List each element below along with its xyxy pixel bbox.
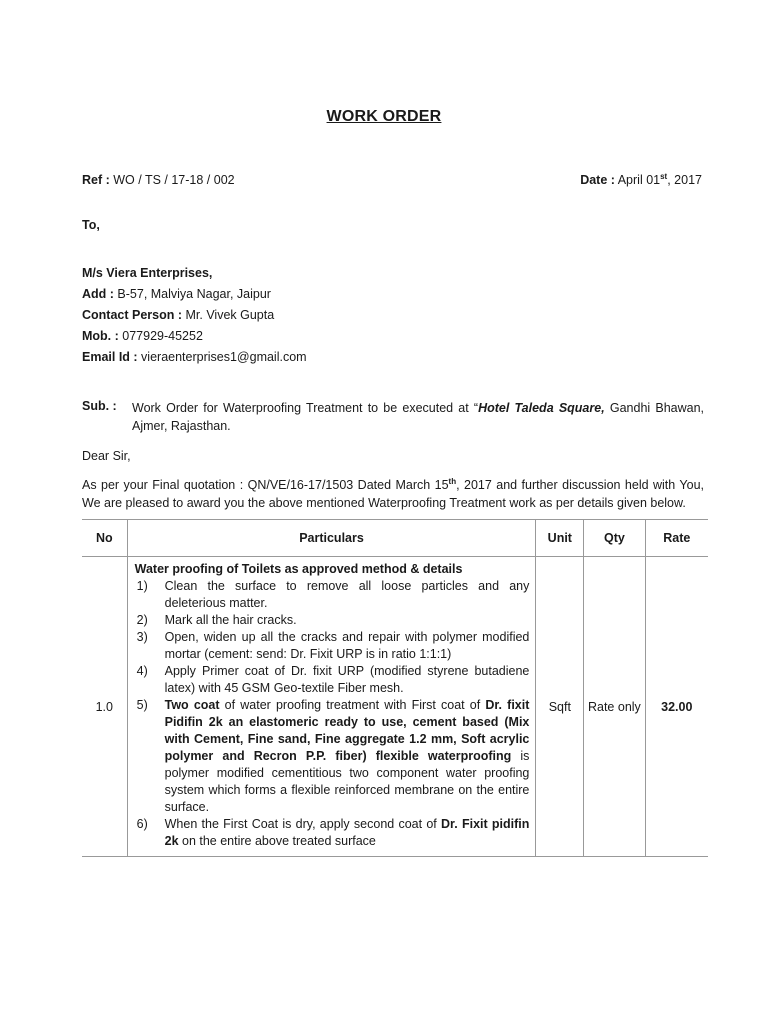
step-number: 2) xyxy=(136,613,148,627)
to-label: To, xyxy=(82,218,100,232)
document-title: WORK ORDER xyxy=(326,108,442,125)
address-line xyxy=(82,287,271,301)
date-label: Date : xyxy=(580,173,615,187)
address-value: B-57, Malviya Nagar, Jaipur xyxy=(113,287,271,301)
email-label: Email Id : xyxy=(82,350,138,364)
steps-list xyxy=(135,578,530,850)
mobile-line xyxy=(82,329,203,343)
step-bold: Dr. Fixit pidifin 2k xyxy=(164,817,530,848)
date-line xyxy=(580,173,702,187)
step-text: on the entire above treated surface xyxy=(178,834,376,848)
contact-value: Mr. Vivek Gupta xyxy=(182,308,275,322)
intro-text-a: As per your Final quotation : QN/VE/16-17/1503 Dated March 15 xyxy=(82,478,449,492)
step-number: 6) xyxy=(136,817,148,831)
contact-label: Contact Person : xyxy=(82,308,183,322)
mobile-label: Mob. : xyxy=(82,329,119,343)
subject-label: Sub. : xyxy=(82,399,117,413)
subject-text xyxy=(132,399,704,435)
work-order-table xyxy=(82,519,708,857)
step-text: Apply Primer coat of Dr. fixit URP (modified styrene butadiene latex) with 45 GSM Geo-textile Fiber mesh. xyxy=(164,664,530,695)
row-no: 1.0 xyxy=(82,557,127,857)
table-header-row xyxy=(82,520,708,557)
company-name: M/s Viera Enterprises, xyxy=(82,266,213,280)
step-number: 5) xyxy=(136,698,148,712)
contact-line xyxy=(82,308,274,322)
subject-text-b: Gandhi Bhawan, Ajmer, Rajasthan. xyxy=(132,401,705,433)
email-line xyxy=(82,350,307,364)
intro-text-b: , 2017 and further discussion held with You, We are pleased to award you the above mentioned Waterproofing Treatment work as per details given below. xyxy=(82,478,704,510)
salutation: Dear Sir, xyxy=(82,449,131,463)
row-qty: Rate only xyxy=(584,557,645,857)
header-unit: Unit xyxy=(536,520,584,557)
ref-value: WO / TS / 17-18 / 002 xyxy=(109,173,235,187)
step-bold: Two coat xyxy=(164,698,220,712)
step-text: Clean the surface to remove all loose particles and any deleterious matter. xyxy=(164,579,530,610)
subject-hotel: Hotel Taleda Square, xyxy=(478,401,605,415)
mobile-value: 077929-45252 xyxy=(118,329,203,343)
step-number: 3) xyxy=(136,630,148,644)
row-particulars xyxy=(127,557,536,857)
list-item xyxy=(135,629,530,663)
list-item xyxy=(135,612,530,629)
reference-line xyxy=(82,173,235,187)
date-suffix: st xyxy=(660,171,668,181)
address-label: Add : xyxy=(82,287,114,301)
step-text: of water proofing treatment with First coat of xyxy=(219,698,486,712)
intro-paragraph xyxy=(82,476,704,512)
step-text: When the First Coat is dry, apply second coat of xyxy=(164,817,442,831)
particulars-heading: Water proofing of Toilets as approved method & details xyxy=(134,562,463,576)
step-text: is polymer modified cementitious two component water proofing system which forms a flexible reinforced membrane on the entire surface. xyxy=(164,749,530,814)
date-year: , 2017 xyxy=(667,173,702,187)
intro-suffix: th xyxy=(448,476,457,486)
date-value: April 01 xyxy=(614,173,661,187)
table-row xyxy=(82,557,708,857)
list-item xyxy=(135,578,530,612)
subject-text-a: Work Order for Waterproofing Treatment to be executed at “ xyxy=(132,401,479,415)
header-particulars: Particulars xyxy=(127,520,536,557)
header-no: No xyxy=(82,520,127,557)
header-qty: Qty xyxy=(584,520,645,557)
step-number: 1) xyxy=(136,579,148,593)
header-rate: Rate xyxy=(645,520,708,557)
step-number: 4) xyxy=(136,664,148,678)
step-bold: Dr. fixit Pidifin 2k an elastomeric ready to use, cement based (Mix with Cement, Fine sand, Fine aggregate 1.2 mm, Soft acrylic polymer and Recron P.P. fiber) flexible waterproofing xyxy=(164,698,530,763)
email-value: vieraenterprises1@gmail.com xyxy=(137,350,307,364)
list-item xyxy=(135,816,530,850)
list-item xyxy=(135,663,530,697)
ref-label: Ref : xyxy=(82,173,110,187)
row-unit: Sqft xyxy=(536,557,584,857)
step-text: Mark all the hair cracks. xyxy=(164,613,297,627)
step-text: Open, widen up all the cracks and repair with polymer modified mortar (cement: send: Dr. Fixit URP is in ratio 1:1:1) xyxy=(164,630,530,661)
list-item xyxy=(135,697,530,816)
row-rate: 32.00 xyxy=(645,557,708,857)
